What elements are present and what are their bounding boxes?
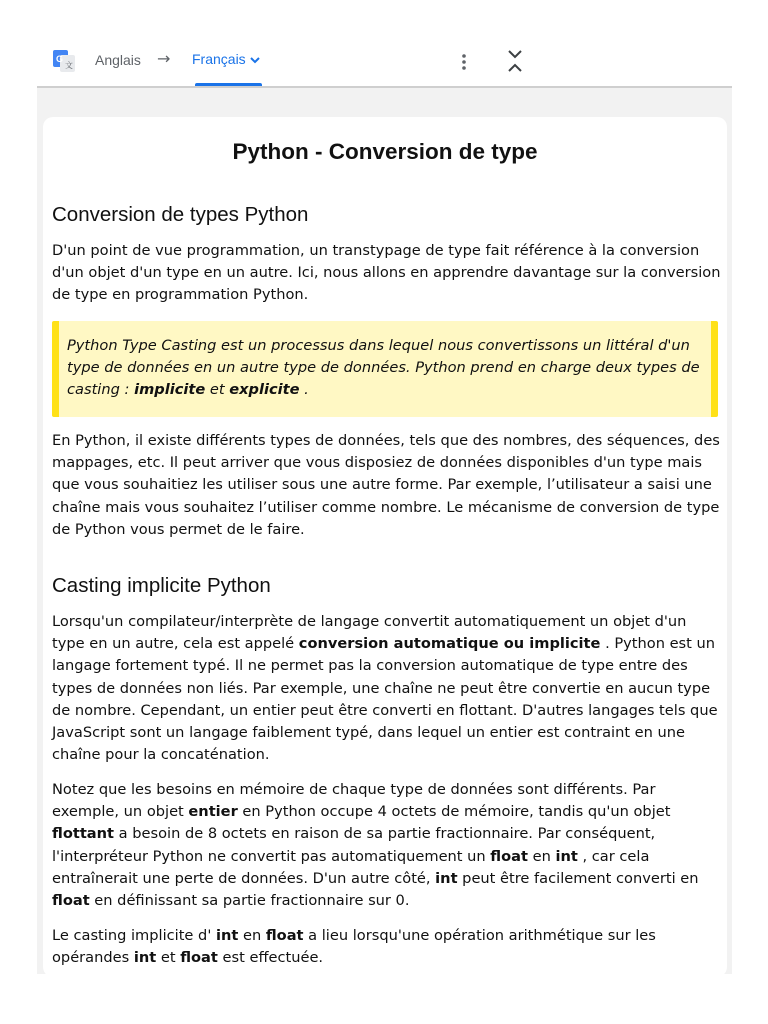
note-text: Python Type Casting est un processus dans lequel nous convertissons un littéral d'un type de données en un autre type de données. Python prend en charge deux types de casting : implicite et explicite . xyxy=(67,337,700,399)
more-vert-icon[interactable] xyxy=(454,50,474,74)
page-title: Python - Conversion de type xyxy=(232,139,538,164)
data-types-paragraph: En Python, il existe différents types de données, tels que des nombres, des séquences, des mappages, etc. Il peut arriver que vous disposiez de données disponibles d'un type mais que vous souhaitiez les utiliser sous une autre forme. Par exemple, l’utilisateur a saisi une chaîne mais vous souhaitez l’utiliser comme nombre. Le mécanisme de conversion de type de Python vous permet de le faire. xyxy=(52,432,720,538)
chevron-down-icon xyxy=(249,54,261,66)
target-language-label: Français xyxy=(192,51,246,67)
intro-paragraph: D'un point de vue programmation, un transtypage de type fait référence à la conversion d'un objet d'un type en un autre. Ici, nous allons en apprendre davantage sur la conversion de type en programmation Python. xyxy=(52,242,721,304)
implicit-paragraph-1: Lorsqu'un compilateur/interprète de langage convertit automatiquement un objet d'un type en un autre, cela est appelé conversion automatique ou implicite . Python est un langage fortement typé. Il ne permet pas la conversion automatique de type entre des types de données non liés. Par exemple, une chaîne ne peut être convertie en aucun type de nombre. Cependant, un entier peut être converti en flottant. D'autres langages tels que JavaScript sont un langage faiblement typé, dans lequel un entier est contraint en une chaîne pour la concaténation. xyxy=(52,613,718,764)
source-language[interactable]: Anglais xyxy=(95,52,141,68)
toolbar-extension xyxy=(542,38,732,87)
implicit-paragraph-3: Le casting implicite d' int en float a lieu lorsqu'une opération arithmétique sur les opérandes int et float est effectuée. xyxy=(52,927,656,967)
google-translate-icon[interactable] xyxy=(53,50,75,72)
article-card xyxy=(43,117,727,977)
section-heading-implicit: Casting implicite Python xyxy=(52,574,271,597)
svg-text:G: G xyxy=(56,54,64,64)
section-heading-conversion: Conversion de types Python xyxy=(52,203,309,226)
translate-bar xyxy=(37,38,732,87)
svg-text:文: 文 xyxy=(65,61,73,70)
target-language-button[interactable] xyxy=(192,51,261,67)
collapse-icon[interactable] xyxy=(503,48,527,74)
note-box xyxy=(52,321,718,417)
implicit-paragraph-2: Notez que les besoins en mémoire de chaque type de données sont différents. Par exemple, un objet entier en Python occupe 4 octets de mémoire, tandis qu'un objet flottant a besoin de 8 octets en raison de sa partie fractionnaire. Par conséquent, l'interpréteur Python ne convertit pas automatiquement un float en int , car cela entraînerait une perte de données. D'un autre côté, int peut être facilement converti en float en définissant sa partie fractionnaire sur 0. xyxy=(52,781,699,910)
arrow-right-icon: → xyxy=(157,49,171,68)
